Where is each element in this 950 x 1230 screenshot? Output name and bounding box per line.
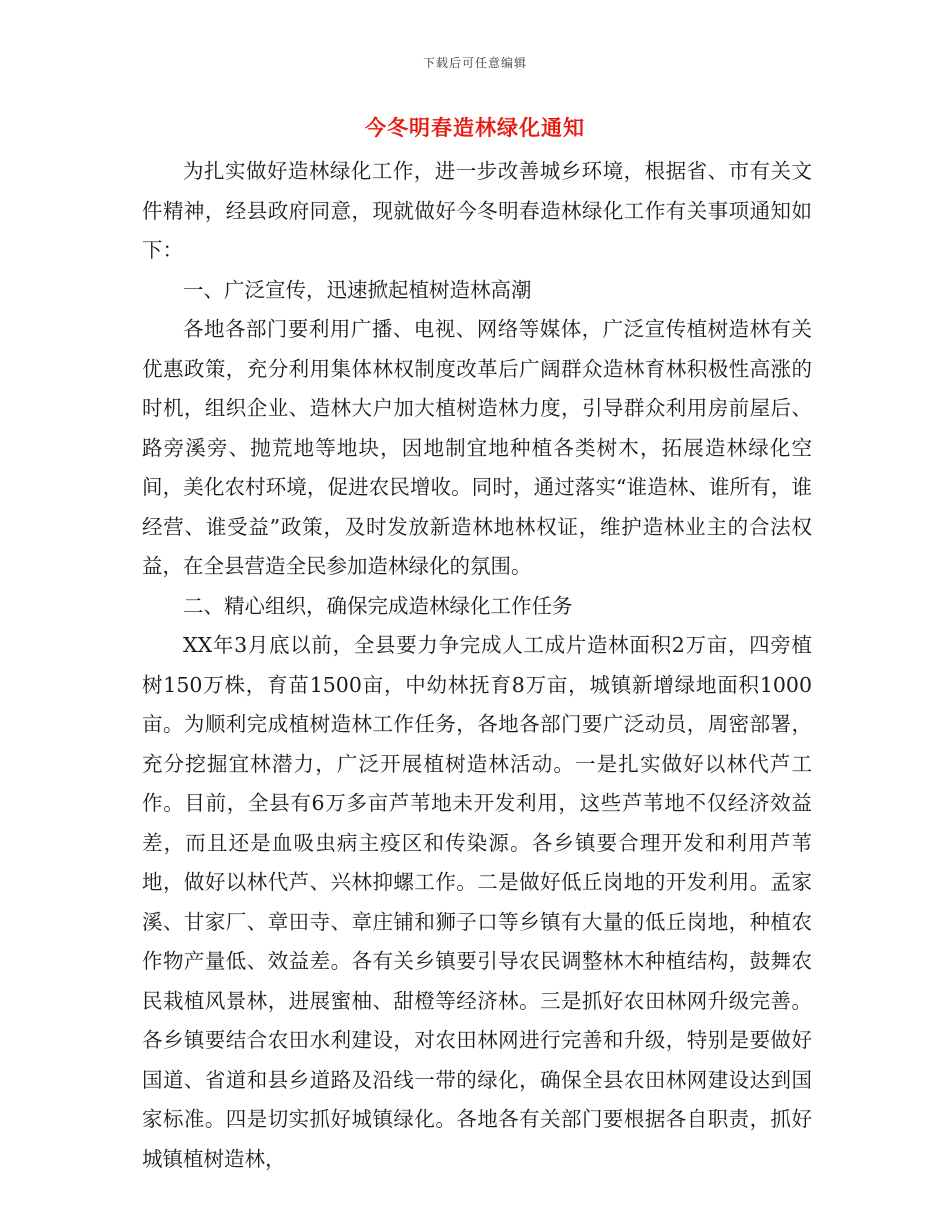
section-heading-1: 一、广泛宣传，迅速掀起植树造林高潮 [183,277,532,302]
document-title: 今冬明春造林绿化通知 [365,115,585,140]
document-body [142,152,812,1179]
section-heading-2: 二、精心组织，确保完成造林绿化工作任务 [183,593,573,618]
section-2-paragraph: XX年3月底以前，全县要力争完成人工成片造林面积2万亩，四旁植树150万株，育苗1500亩，中幼林抚育8万亩，城镇新增绿地面积1000亩。为顺利完成植树造林工作任务，各地各部门要广泛动员，周密部署，充分挖掘宜林潜力，广泛开展植树造林活动。一是扎实做好以林代芦工作。目前，全县有6万多亩芦苇地未开发利用，这些芦苇地不仅经济效益差，而且还是血吸虫病主疫区和传染源。各乡镇要合理开发和利用芦苇地，做好以林代芦、兴林抑螺工作。二是做好低丘岗地的开发利用。孟家溪、甘家厂、章田寺、章庄铺和狮子口等乡镇有大量的低丘岗地，种植农作物产量低、效益差。各有关乡镇要引导农民调整林木种植结构，鼓舞农民栽植风景林，进展蜜柚、甜橙等经济林。三是抓好农田林网升级完善。各乡镇要结合农田水利建设，对农田林网进行完善和升级，特别是要做好国道、省道和县乡道路及沿线一带的绿化，确保全县农田林网建设达到国家标准。四是切实抓好城镇绿化。各地各有关部门要根据各自职责，抓好城镇植树造林， [142,633,812,1171]
header-note: 下载后可任意编辑 [422,56,527,70]
intro-paragraph: 为扎实做好造林绿化工作，进一步改善城乡环境，根据省、市有关文件精神，经县政府同意，现就做好今冬明春造林绿化工作有关事项通知如下： [142,159,812,262]
section-1-paragraph: 各地各部门要利用广播、电视、网络等媒体，广泛宣传植树造林有关优惠政策，充分利用集体林权制度改革后广阔群众造林育林积极性高涨的时机，组织企业、造林大户加大植树造林力度，引导群众利用房前屋后、路旁溪旁、抛荒地等地块，因地制宜地种植各类树木，拓展造林绿化空间，美化农村环境，促进农民增收。同时，通过落实“谁造林、谁所有，谁经营、谁受益”政策，及时发放新造林地林权证，维护造林业主的合法权益，在全县营造全民参加造林绿化的氛围。 [142,317,812,578]
